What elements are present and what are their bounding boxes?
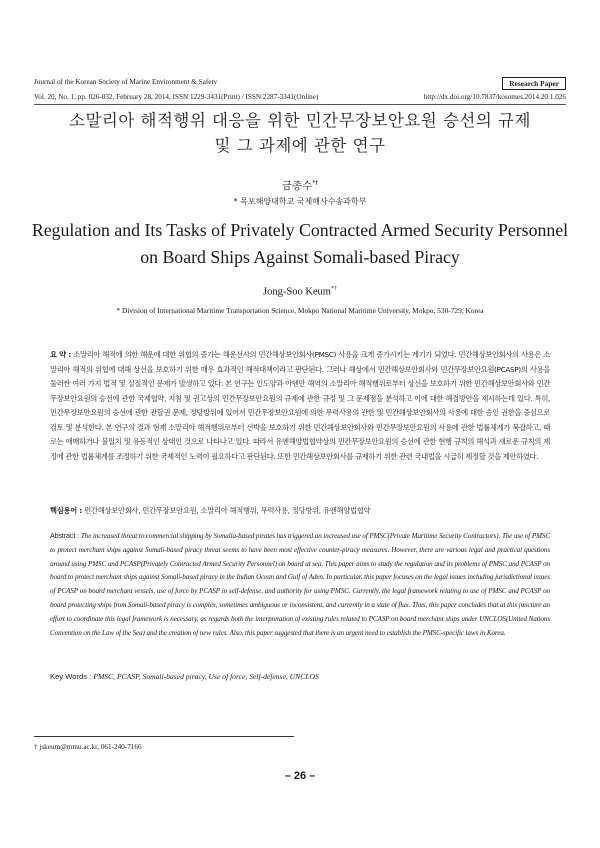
english-title-line-2: on Board Ships Against Somali-based Piracy (140, 247, 460, 267)
korean-author (0, 178, 600, 193)
english-keywords-label: Key Words : (50, 672, 94, 681)
korean-author-name: 금종수 (281, 180, 313, 192)
doi-link[interactable]: http://dx.doi.org/10.7837/kosomes.2014.20.1.026 (423, 93, 566, 101)
volume-issue-line: Vol. 20, No. 1, pp. 026-032, February 28, 2014, ISSN 1229-3431(Print) / ISSN 2287-3341(Online) (34, 93, 319, 101)
header-rule (34, 104, 566, 105)
korean-keywords-label: 핵심용어 : (50, 506, 85, 515)
corresponding-author-footnote: † jskeum@mmu.ac.kr, 061-240-7166 (34, 743, 142, 751)
english-keywords-text: PMSC, PCASP, Somali-based piracy, Use of force, Self-defense, UNCLOS (93, 672, 319, 681)
korean-author-mark: *† (312, 179, 319, 187)
korean-title-line-1: 소말리아 해적행위 대응을 위한 민간무장보안요원 승선의 규제 (69, 111, 531, 130)
footnote-rule (34, 736, 294, 737)
english-abstract (50, 530, 550, 640)
korean-title-line-2: 및 그 과제에 관한 연구 (214, 136, 386, 155)
english-abstract-text: The increased threat to commercial shipping by Somalia-based pirates has triggered an increased use of PMSC(Private Maritime Security Contractors). The use of PMSC to protect merchant ships against Somali-based piracy threat seems to have been most effective counter-piracy measures. However, there are various legal and practical questions around using PMSC and PCASP(Privately Contracted Armed Security Personnel) on board at sea. This paper aims to study the regulation and its problems of PMSC and PCASP on board to protect merchant ships against Somali-based piracy in the Indian Ocean and Gulf of Aden. In particular, this paper focuses on the legal issues including jurisdictional issues of PCASP on board merchant vessels, use of force by PCASP in self-defense, and authority for using PMSC. Currently, the legal framework relating to use of PMSC and PCASP on board protecting ships from Somali-based piracy is complex, sometimes ambiguous or inconsistent, and currently in a state of flux. Thus, this paper concludes that at this juncture an effort to coordinate this legal framework is necessary, as regards both the interpretation of existing rules related to PCASP on board merchant ships under UNCLOS(United Nations Convention on the Law of the Sea) and the creation of new rules. Also, this paper suggested that there is an urgent need to establish the PMSC-specific laws in Korea. (50, 532, 550, 637)
page-number: – 26 – (284, 770, 316, 782)
korean-abstract (50, 348, 550, 464)
english-author (0, 286, 600, 298)
english-title-line-1: Regulation and Its Tasks of Privately Contracted Armed Security Personnel (31, 220, 569, 240)
english-author-mark: *† (330, 286, 337, 292)
english-keywords (50, 672, 550, 681)
korean-affiliation: * 목포해양대학교 국제해사수송과학부 (233, 197, 367, 206)
english-abstract-label: Abstract : (50, 532, 81, 540)
korean-abstract-label: 요 약 : (50, 350, 74, 359)
korean-keywords-text: 민간해상보안회사, 민간무장보안요원, 소말리아 해적행위, 무력사용, 정당방위, 유엔해양법협약 (84, 506, 371, 515)
article-type-badge: Research Paper (502, 77, 566, 90)
journal-name: Journal of the Korean Society of Marine Environment & Safety (34, 78, 218, 86)
korean-keywords (50, 506, 550, 516)
korean-abstract-text: 소말리아 해적에 의한 해운에 대한 위협의 증가는 해운선사의 민간해상보안회사(PMSC) 사용을 크게 증가시키는 계기가 되었다. 민간해상보안회사의 사용은 소말리아 해적의 위협에 대해 상선을 보호하기 위한 매우 효과적인 해적대책이라고 판단된다. 그러나 해상에서 민간해상보안회사와 민간무장보안요원(PCASP)의 사용을 둘러싼 여러 가지 법적 및 실질적인 문제가 발생하고 있다. 본 연구는 인도양과 아덴만 해역의 소말리아 해적행위로부터 상선을 보호하기 위한 민간해상보안회사와 민간무장보안요원의 승선에 관한 국제협약, 지침 및 권고상의 민간무장보안요원의 규제에 관한 규정 및 그 문제점을 분석하고 이에 대한 해결방안을 제시하는데 있다. 특히, 민간무장보안요원의 승선에 관한 관할권 문제, 정당방위에 있어서 민간무장보안요원에 의한 무력사용의 관한 및 민간해상보안회사의 사용에 대한 승인 권한을 중심으로 검토 및 분석한다. 본 연구의 결과 현재 소말리아 해적행위로부터 선박을 보호하기 위한 민간해상보안회사와 민간무장보안요원의 사용에 관한 법률체계가 복잡하고, 때로는 애매하거나 불일치 및 유동적인 상태인 것으로 나타나고 있다. 따라서 유엔해양법협약상의 민간무장보안요원의 승선에 관한 현행 규칙의 해석과 새로운 규칙의 제정에 관한 법률체계를 조정하기 위한 국제적인 노력이 필요하다고 판단된다. 또한 민간해상보안회사를 규제하기 위한 관련 국내법을 시급히 제정할 것을 제안하였다. (50, 350, 550, 461)
english-affiliation: * Division of International Maritime Transportation Science, Mokpo National Maritime University, Mokpo, 530-729, Korea (116, 306, 484, 315)
english-author-name: Jong-Soo Keum (263, 286, 331, 298)
